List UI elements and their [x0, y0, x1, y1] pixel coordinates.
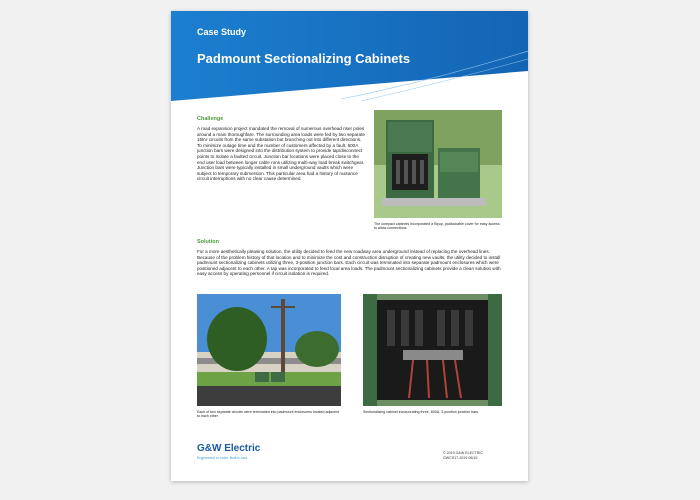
bottom-right-caption: Sectionalizing cabinet incorporating three, 600A, 3-position junction bars. [363, 410, 480, 414]
logo-wordmark: G&W Electric [197, 443, 261, 454]
footer [443, 451, 483, 460]
document-type-label: Case Study [197, 27, 247, 37]
top-photo-caption: The compact cabinets incorporated a flipup, padlockable cover for easy access to allow connections. [374, 222, 500, 231]
header-banner [171, 11, 528, 101]
document-page [171, 11, 528, 481]
footer-code: GWCS17-2019 06/19 [443, 455, 478, 460]
junction-bars-photo-graphic [363, 294, 502, 406]
cabinets-photo [374, 110, 502, 218]
footer-copyright: © 2019 G&W ELECTRIC [443, 451, 483, 455]
solution-heading: Solution [197, 239, 219, 245]
roadside-photo-graphic [197, 294, 341, 406]
document-title: Padmount Sectionalizing Cabinets [197, 51, 411, 66]
logo-tagline: Engineered to order. Built to last. [197, 456, 248, 460]
challenge-text: A road expansion project mandated the removal of numerous overhead riser poles around a main thoroughfare. The surrounding area loads were fed by two separate 15kV circuits from the same substation but branching out into different directions. To minimize outage time and the number of customers affected by a fault, 600A junction bars were designed into the distribution system to provide tap/disconnect points to isolate a faulted circuit. Junction bar locations were placed close to the end user load between longer cable runs utilizing multi-way load break switchgear. Junction bars were typically installed in small underground vaults which were subject to temporary submersion. This particular area had a history of nuisance circuit interruptions with no clear cause determined. [197, 126, 365, 182]
roadside-photo [197, 294, 341, 406]
cabinets-photo-graphic [374, 110, 502, 218]
challenge-heading: Challenge [197, 116, 224, 122]
solution-text: For a more aesthetically pleasing solution, the utility decided to feed the new roadway area underground instead of replacing the overhead lines. Because of the problem history of that location and to minimize the cost and construction disruption of creating new vaults, the utility decided to install padmount sectionalizing cabinets utilizing three, 3-position junction bars. Each circuit was terminated into separate padmount enclosures which were positioned adjacent to each other. A tap was incorporated to feed local area loads. The padmount sectionalizing cabinets provide a clean solution with easy access by operating personnel if circuit isolation is required. [197, 249, 501, 277]
junction-bars-photo [363, 294, 502, 406]
bottom-left-caption: Each of two separate circuits were terminated into padmount enclosures located adjacent to each other [197, 410, 340, 419]
